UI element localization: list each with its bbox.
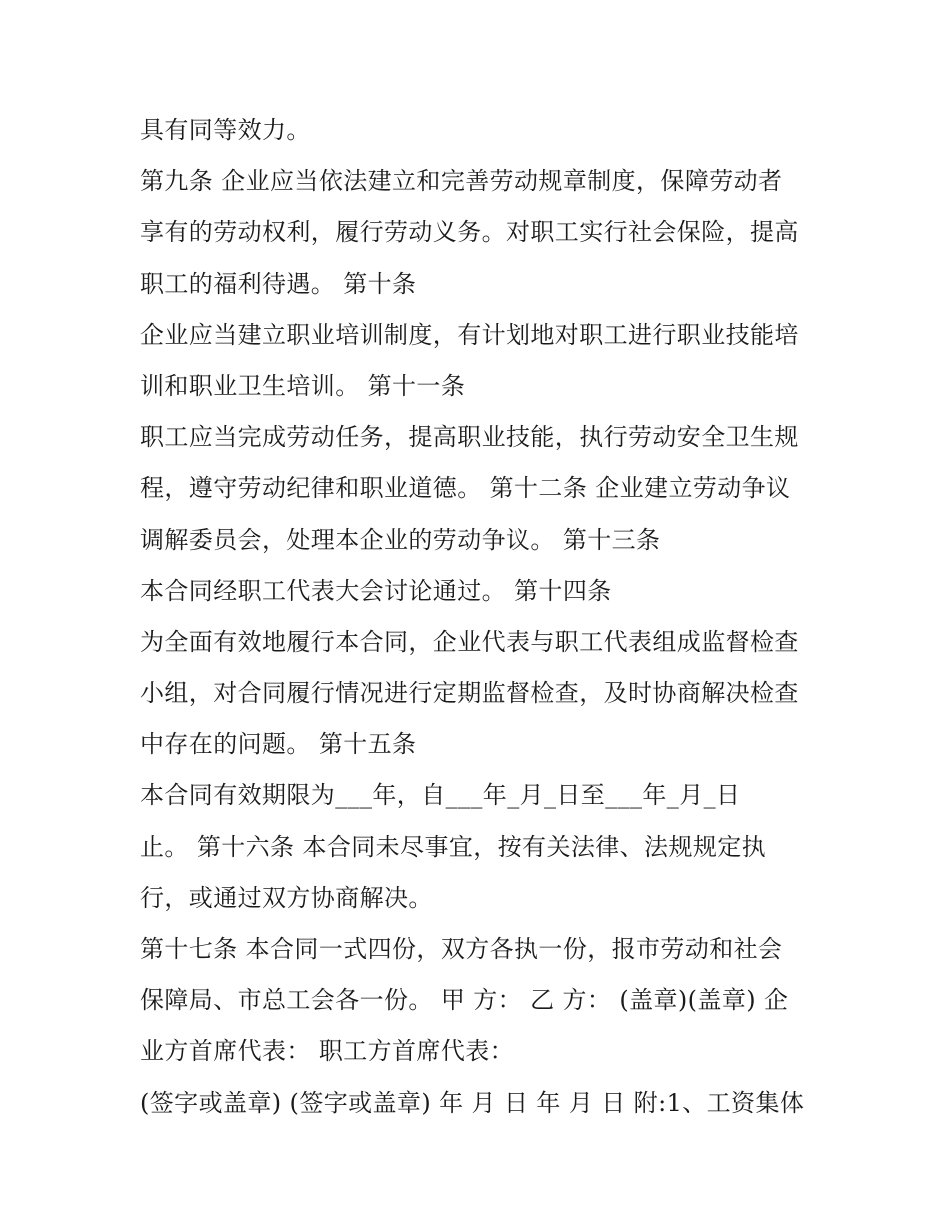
text-line: 第十七条 本合同一式四份，双方各执一份，报市劳动和社会 [140,935,783,963]
text-line: 享有的劳动权利，履行劳动义务。对职工实行社会保险，提高 [140,218,799,247]
text-line: 本合同有效期限为___年，自___年_月_日至___年_月_日 [140,781,741,810]
text-line: 止。 第十六条 本合同未尽事宜，按有关法律、法规规定执 [140,832,767,861]
text-line: 程，遵守劳动纪律和职业道德。 第十二条 企业建立劳动争议 [140,474,791,503]
text-line: 企业应当建立职业培训制度，有计划地对职工进行职业技能培 [140,320,799,349]
text-line: 小组，对合同履行情况进行定期监督检查，及时协商解决检查 [140,679,799,708]
contract-body-text [140,105,820,1129]
text-line: 调解委员会，处理本企业的劳动争议。 第十三条 [140,525,661,554]
text-line: 职工的福利待遇。 第十条 [140,269,417,298]
text-line: 具有同等效力。 [140,116,311,144]
text-line: 本合同经职工代表大会讨论通过。 第十四条 [140,576,612,605]
text-line: 中存在的问题。 第十五条 [140,730,417,759]
text-line: 为全面有效地履行本合同，企业代表与职工代表组成监督检查 [140,627,799,656]
text-line: 训和职业卫生培训。 第十一条 [140,371,466,400]
text-line: 业方首席代表： 职工方首席代表： [140,1037,515,1066]
text-line: (签字或盖章) (签字或盖章) 年 月 日 年 月 日 附:1、工资集体 [140,1088,805,1117]
text-line: 职工应当完成劳动任务，提高职业技能，执行劳动安全卫生规 [140,423,799,452]
text-line: 第九条 企业应当依法建立和完善劳动规章制度，保障劳动者 [140,167,783,196]
text-line: 保障局、市总工会各一份。 甲 方： 乙 方： (盖章)(盖章) 企 [140,986,789,1015]
text-line: 行，或通过双方协商解决。 [140,883,433,912]
